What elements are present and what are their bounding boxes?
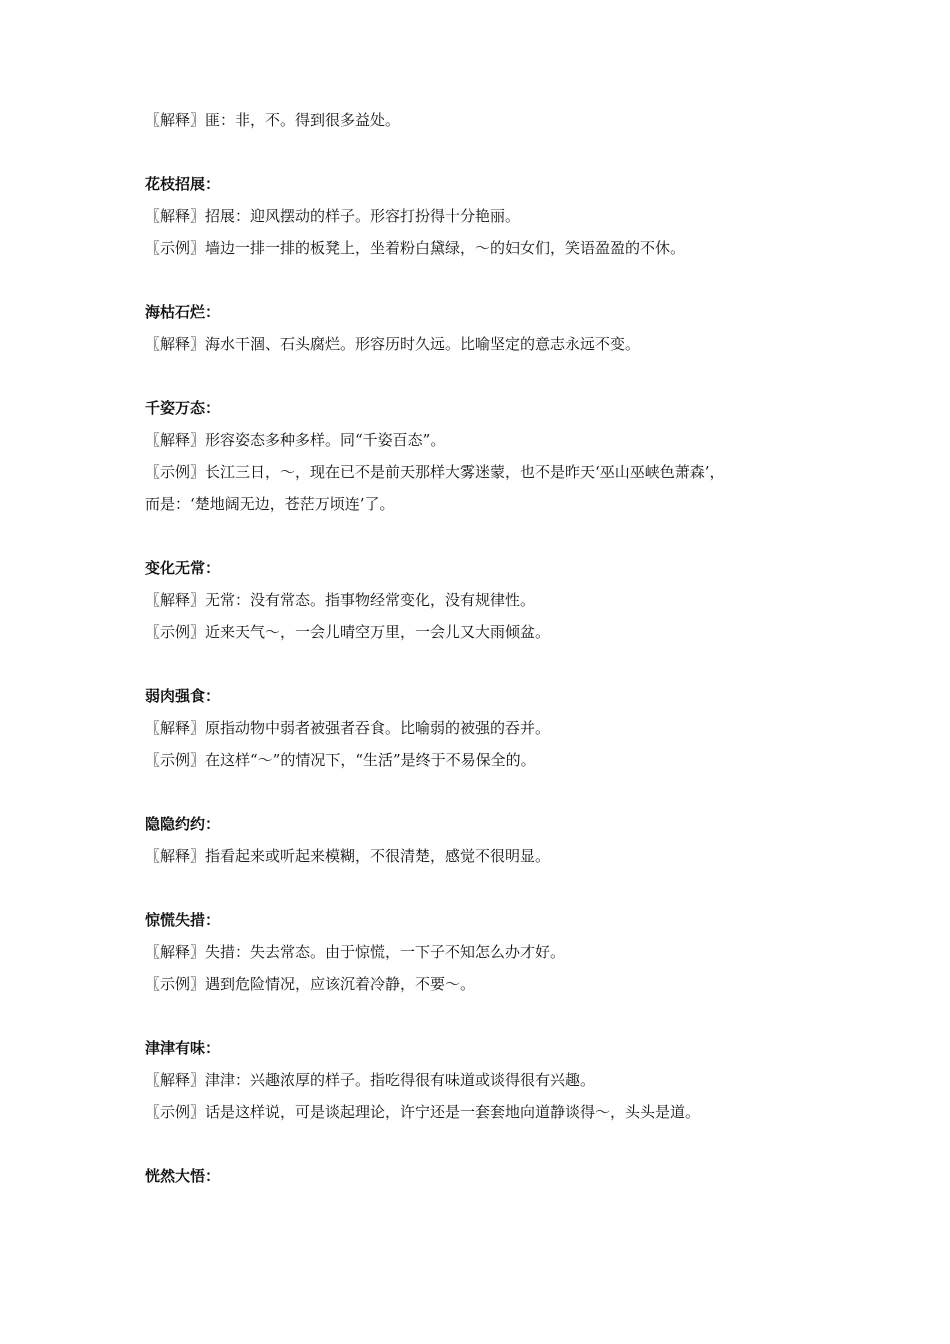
example-line: 〖示例〗长江三日，～，现在已不是前天那样大雾迷蒙，也不是昨天‘巫山巫峡色萧森’， — [145, 463, 725, 481]
entry-title: 津津有味： — [145, 1039, 221, 1057]
definition-line: 〖解释〗津津：兴趣浓厚的样子。指吃得很有味道或谈得很有兴趣。 — [145, 1071, 596, 1089]
definition-line: 〖解释〗海水干涸、石头腐烂。形容历时久远。比喻坚定的意志永远不变。 — [145, 335, 641, 353]
definition-line: 〖解释〗匪：非，不。得到很多益处。 — [145, 111, 401, 129]
example-line: 〖示例〗话是这样说，可是谈起理论，许宁还是一套套地向道静谈得～，头头是道。 — [145, 1103, 701, 1121]
definition-line: 〖解释〗原指动物中弱者被强者吞食。比喻弱的被强的吞并。 — [145, 719, 551, 737]
example-line: 〖示例〗在这样“～”的情况下，“生活”是终于不易保全的。 — [145, 751, 536, 769]
entry-title: 隐隐约约： — [145, 815, 221, 833]
entry-title: 海枯石烂： — [145, 303, 221, 321]
definition-line: 〖解释〗失措：失去常态。由于惊慌，一下子不知怎么办才好。 — [145, 943, 566, 961]
example-line: 〖示例〗遇到危险情况，应该沉着冷静，不要～。 — [145, 975, 476, 993]
example-line: 〖示例〗墙边一排一排的板凳上，坐着粉白黛绿，～的妇女们，笑语盈盈的不休。 — [145, 239, 686, 257]
entry-title: 花枝招展： — [145, 175, 221, 193]
entry-title: 恍然大悟： — [145, 1167, 221, 1185]
example-line: 〖示例〗近来天气～，一会儿晴空万里，一会儿又大雨倾盆。 — [145, 623, 551, 641]
entry-title: 弱肉强食： — [145, 687, 221, 705]
example-line-continued: 而是：‘楚地阔无边，苍茫万顷连’了。 — [145, 495, 395, 513]
definition-line: 〖解释〗形容姿态多种多样。同“千姿百态”。 — [145, 431, 446, 449]
entry-title: 千姿万态： — [145, 399, 221, 417]
definition-line: 〖解释〗指看起来或听起来模糊，不很清楚，感觉不很明显。 — [145, 847, 551, 865]
definition-line: 〖解释〗无常：没有常态。指事物经常变化，没有规律性。 — [145, 591, 536, 609]
entry-title: 变化无常： — [145, 559, 221, 577]
definition-line: 〖解释〗招展：迎风摆动的样子。形容打扮得十分艳丽。 — [145, 207, 521, 225]
entry-title: 惊慌失措： — [145, 911, 221, 929]
